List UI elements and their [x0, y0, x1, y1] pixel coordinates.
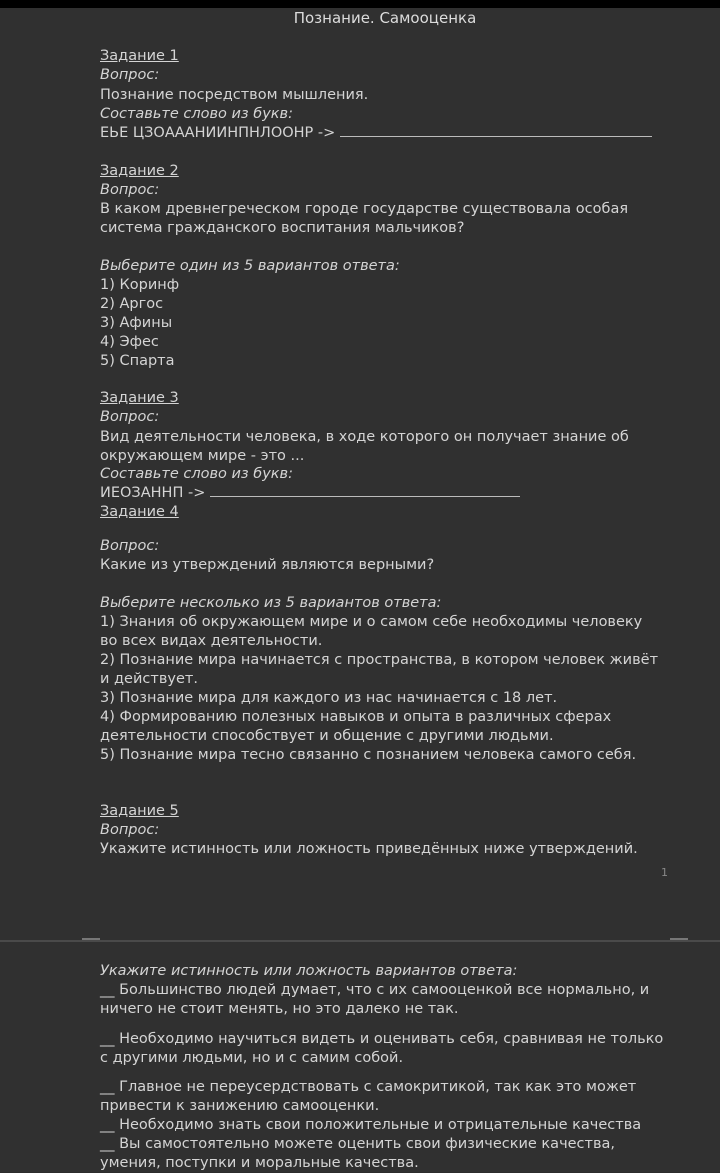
task-4-option-1-cont[interactable]: во всех видах деятельности.	[100, 633, 323, 649]
task-1-heading: Задание 1	[100, 48, 179, 64]
task-4-option-3[interactable]: 3) Познание мира для каждого из нас начинается с 18 лет.	[100, 690, 558, 706]
task-4-option-2[interactable]: 2) Познание мира начинается с пространства, в котором человек живёт	[100, 652, 659, 668]
task-3-answer-row	[100, 484, 520, 503]
task-2-option-4[interactable]: 4) Эфес	[100, 334, 159, 350]
task-5-question: Укажите истинность или ложность приведённых ниже утверждений.	[100, 841, 638, 857]
task-3-instruction: Составьте слово из букв:	[100, 466, 293, 482]
task-1-answer-row	[100, 124, 652, 143]
task-5-statement-2[interactable]: __ Необходимо научиться видеть и оценивать себя, сравнивая не только	[100, 1031, 664, 1047]
task-1-letters: ЕЬЕ ЦЗОАААНИИНПНЛООНР ->	[100, 125, 336, 141]
task-1-question-label: Вопрос:	[100, 67, 160, 83]
top-bar	[0, 0, 720, 8]
task-2-option-3[interactable]: 3) Афины	[100, 315, 173, 331]
page-number: 1	[661, 866, 668, 879]
task-2-question-line-1: В каком древнегреческом городе государстве существовала особая	[100, 201, 629, 217]
task-2-instruction: Выберите один из 5 вариантов ответа:	[100, 258, 400, 274]
page-corner-mark-left	[82, 938, 100, 940]
task-3-answer-blank[interactable]	[210, 486, 520, 497]
page-separator	[0, 940, 720, 942]
task-3-question-line-1: Вид деятельности человека, в ходе которого он получает знание об	[100, 429, 629, 445]
task-3-question-line-2: окружающем мире - это ...	[100, 448, 305, 464]
task-5-statement-5-cont[interactable]: умения, поступки и моральные качества.	[100, 1155, 419, 1171]
task-4-option-4[interactable]: 4) Формированию полезных навыков и опыта в различных сферах	[100, 709, 612, 725]
task-4-heading: Задание 4	[100, 504, 179, 520]
task-1-instruction: Составьте слово из букв:	[100, 106, 293, 122]
task-4-question: Какие из утверждений являются верными?	[100, 557, 435, 573]
task-3-letters: ИЕОЗАННП ->	[100, 485, 206, 501]
task-1-answer-blank[interactable]	[340, 126, 652, 137]
task-2-heading: Задание 2	[100, 163, 179, 179]
task-4-option-2-cont[interactable]: и действует.	[100, 671, 198, 687]
task-1-question: Познание посредством мышления.	[100, 87, 369, 103]
task-5-heading: Задание 5	[100, 803, 179, 819]
task-2-option-5[interactable]: 5) Спарта	[100, 353, 175, 369]
task-4-option-5[interactable]: 5) Познание мира тесно связанно с познанием человека самого себя.	[100, 747, 637, 763]
task-5-statement-2-cont[interactable]: с другими людьми, но и с самим собой.	[100, 1050, 404, 1066]
task-5-statement-4[interactable]: __ Необходимо знать свои положительные и отрицательные качества	[100, 1117, 642, 1133]
task-5-statement-3-cont[interactable]: привести к занижению самооценки.	[100, 1098, 380, 1114]
task-3-heading: Задание 3	[100, 390, 179, 406]
task-4-option-1[interactable]: 1) Знания об окружающем мире и о самом себе необходимы человеку	[100, 614, 643, 630]
task-2-option-2[interactable]: 2) Аргос	[100, 296, 164, 312]
task-5-statement-3[interactable]: __ Главное не переусердствовать с самокритикой, так как это может	[100, 1079, 637, 1095]
task-2-question-line-2: система гражданского воспитания мальчиков?	[100, 220, 465, 236]
task-5-question-label: Вопрос:	[100, 822, 160, 838]
task-4-instruction: Выберите несколько из 5 вариантов ответа:	[100, 595, 442, 611]
task-3-question-label: Вопрос:	[100, 409, 160, 425]
task-5-statement-5[interactable]: __ Вы самостоятельно можете оценить свои физические качества,	[100, 1136, 616, 1152]
task-2-question-label: Вопрос:	[100, 182, 160, 198]
page-corner-mark-right	[670, 938, 688, 940]
task-4-option-4-cont[interactable]: деятельности способствует и общение с другими людьми.	[100, 728, 554, 744]
document-title: Познание. Самооценка	[293, 9, 477, 27]
task-4-question-label: Вопрос:	[100, 538, 160, 554]
task-5-statement-1[interactable]: __ Большинство людей думает, что с их самооценкой все нормально, и	[100, 982, 650, 998]
task-2-option-1[interactable]: 1) Коринф	[100, 277, 180, 293]
task-5-instruction: Укажите истинность или ложность вариантов ответа:	[100, 963, 518, 979]
task-5-statement-1-cont[interactable]: ничего не стоит менять, но это далеко не так.	[100, 1001, 459, 1017]
